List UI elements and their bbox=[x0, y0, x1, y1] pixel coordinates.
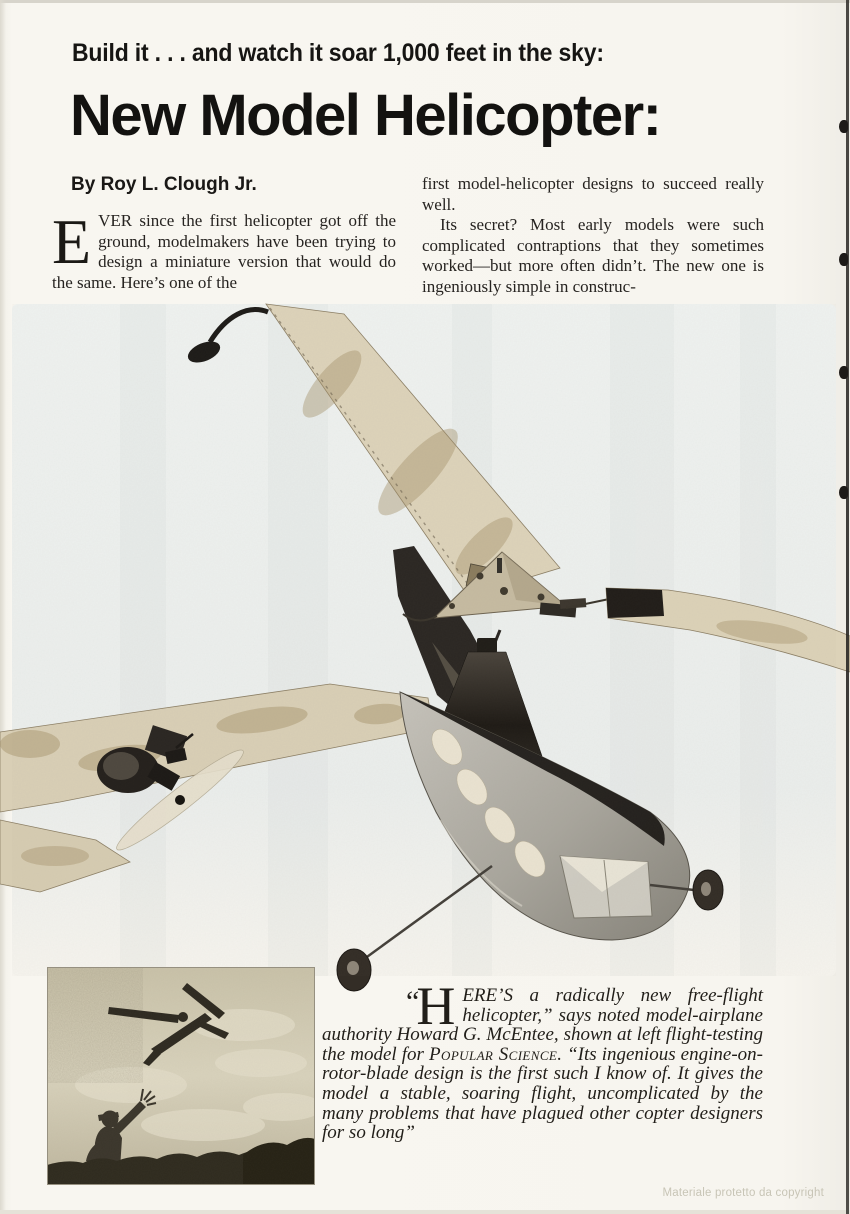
main-photo-model-helicopter bbox=[0, 300, 850, 1005]
byline: By Roy L. Clough Jr. bbox=[71, 174, 257, 195]
caption-quote bbox=[322, 976, 763, 1144]
drop-cap-h: H bbox=[416, 976, 456, 1036]
body-text-right-1: first model-helicopter designs to succeed really well. bbox=[422, 174, 764, 214]
scan-edge-top bbox=[0, 0, 850, 3]
quote-text-1: ERE’S a radically new free-flight helicopter,” says noted model-airplane authority Howard G. McEntee, shown at left flight-testing the model for bbox=[322, 985, 763, 1065]
open-quote-mark: “ bbox=[406, 985, 417, 1018]
page-title: New Model Helicopter: bbox=[70, 83, 661, 148]
article-column-right bbox=[422, 174, 764, 297]
photo-grain bbox=[12, 304, 836, 976]
body-text-left: VER since the first helicopter got off the ground, modelmakers have been trying to design a miniature version that would do the same. Here’s one of the bbox=[52, 211, 396, 292]
inset-photo-flight-test bbox=[47, 967, 315, 1185]
scan-edge-right bbox=[846, 0, 849, 1214]
scan-edge-bottom bbox=[0, 1210, 850, 1214]
article-column-left bbox=[52, 206, 396, 293]
magazine-name: Popular Science bbox=[429, 1043, 558, 1065]
scan-artifact bbox=[839, 366, 848, 379]
scan-artifact bbox=[839, 253, 848, 266]
scan-artifact bbox=[839, 486, 848, 499]
scan-artifact bbox=[839, 120, 848, 133]
body-text-right-2: Its secret? Most early models were such complicated contraptions that they sometimes worked—but more often didn’t. The new one is ingeniously simple in construc- bbox=[422, 215, 764, 296]
quote-text-2: . “Its ingenious engine-on-rotor-blade design is the first such I know of. It gives the model a stable, soaring flight, uncomplicated by the many problems that have plagued other copter designers for so long” bbox=[322, 1043, 763, 1144]
quote-drop-cap bbox=[406, 976, 456, 1036]
kicker-headline: Build it . . . and watch it soar 1,000 feet in the sky: bbox=[72, 39, 604, 67]
drop-cap-e: E bbox=[52, 206, 92, 277]
copyright-watermark: Materiale protetto da copyright bbox=[662, 1187, 824, 1199]
